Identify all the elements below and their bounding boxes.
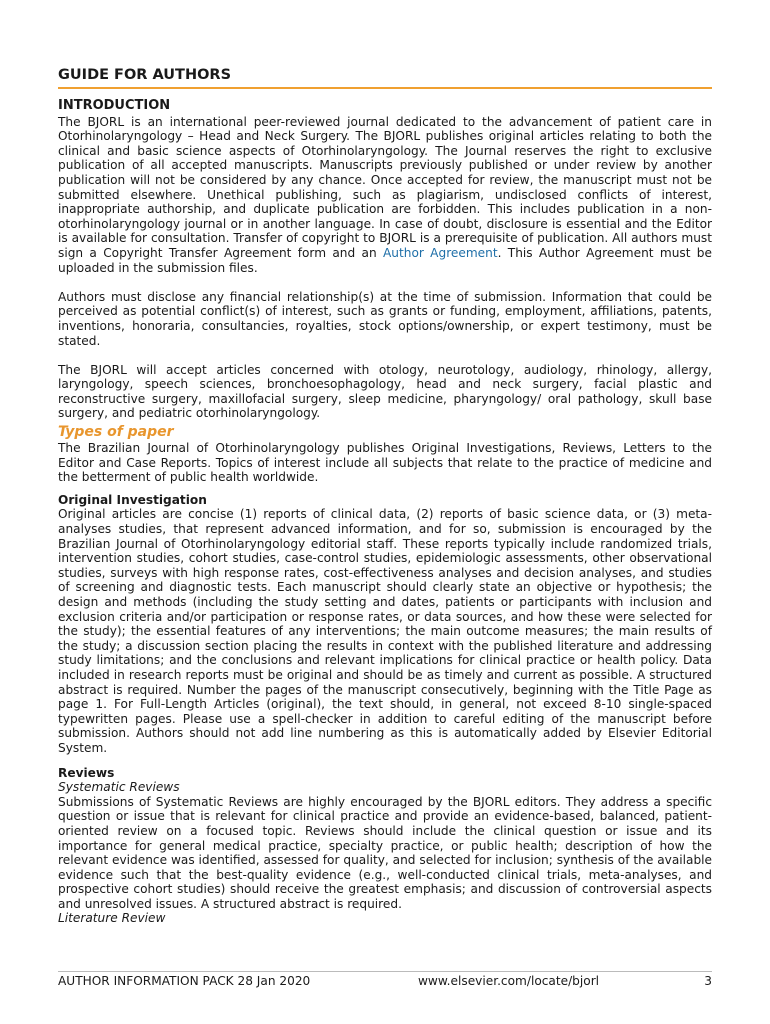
types-of-paper-text: The Brazilian Journal of Otorhinolaryngology publishes Original Investigations, Reviews, Letters to the Editor and Case Reports. Topics of interest include all subjects that relate to the practice of medicine and the betterment of public health worldwide. bbox=[58, 441, 712, 485]
intro-text-a: The BJORL is an international peer-reviewed journal dedicated to the advancement of patient care in Otorhinolaryngology – Head and Neck Surgery. The BJORL publishes original articles relating to both the clinical and basic science aspects of Otorhinolaryngology. The Journal reserves the right to exclusive publication of all accepted manuscripts. Manuscripts previously published or under review by another publication will not be considered by any chance. Once accepted for review, the manuscript must not be submitted elsewhere. Unethical publishing, such as plagiarism, undisclosed conflicts of interest, inappropriate authorship, and duplicate publication are forbidden. This includes publication in a non-otorhinolaryngology journal or in another language. In case of doubt, disclosure is essential and the Editor is available for consultation. Transfer of copyright to BJORL is a prerequisite of publication. All authors must sign a Copyright Transfer Agreement form and an bbox=[58, 114, 712, 260]
types-of-paper-heading: Types of paper bbox=[58, 424, 174, 441]
literature-review-heading: Literature Review bbox=[58, 911, 166, 926]
footer-pack-date: AUTHOR INFORMATION PACK 28 Jan 2020 bbox=[58, 974, 311, 988]
introduction-paragraph-2: Authors must disclose any financial relationship(s) at the time of submission. Information that could be perceived as potential conflict(s) of interest, such as grants or funding, employment, affiliations, patents, inventions, honoraria, consultancies, royalties, stock options/ownership, or expert testimony, must be stated. bbox=[58, 289, 712, 348]
introduction-paragraph-1 bbox=[58, 115, 712, 276]
original-investigation-heading: Original Investigation bbox=[58, 492, 207, 507]
systematic-reviews-text: Submissions of Systematic Reviews are highly encouraged by the BJORL editors. They address a specific question or issue that is relevant for clinical practice and provide an evidence-based, balanced, patient-oriented review on a focused topic. Reviews should include the clinical question or issue and its importance for general medical practice, specialty practice, or public health; description of how the relevant evidence was identified, assessed for quality, and selected for inclusion; synthesis of the available evidence such that the best-quality evidence (e.g., well-conducted clinical trials, meta-analyses, and prospective cohort studies) should receive the greatest emphasis; and discussion of controversial aspects and unresolved issues. A structured abstract is required. bbox=[58, 794, 712, 911]
introduction-heading: INTRODUCTION bbox=[58, 98, 171, 113]
document-body bbox=[58, 99, 712, 926]
intro-text-b: . This Author Agreement must be uploaded in the submission files. bbox=[58, 245, 712, 275]
introduction-paragraph-3: The BJORL will accept articles concerned with otology, neurotology, audiology, rhinology, allergy, laryngology, speech sciences, bronchoesophagology, head and neck surgery, facial plastic and reconstructive surgery, maxillofacial surgery, sleep medicine, pharyngology/ oral pathology, skull base surgery, and pediatric otorhinolaryngology. bbox=[58, 362, 712, 421]
author-agreement-link[interactable]: Author Agreement bbox=[382, 245, 498, 260]
page-title: GUIDE FOR AUTHORS bbox=[58, 67, 712, 89]
footer-page-number: 3 bbox=[704, 974, 712, 988]
reviews-heading: Reviews bbox=[58, 765, 115, 780]
page-footer bbox=[58, 971, 712, 989]
systematic-reviews-heading: Systematic Reviews bbox=[58, 780, 180, 795]
original-investigation-text: Original articles are concise (1) reports of clinical data, (2) reports of basic science data, or (3) meta-analyses studies, that represent advanced information, and for so, submission is encouraged by the Brazilian Journal of Otorhinolaryngology editorial staff. These reports typically include randomized trials, intervention studies, cohort studies, case-control studies, epidemiologic assessments, other observational studies, surveys with high response rates, cost-effectiveness analyses and decision analyses, and studies of screening and diagnostic tests. Each manuscript should clearly state an objective or hypothesis; the design and methods (including the study setting and dates, patients or participants with inclusion and exclusion criteria and/or participation or response rates, or data sources, and how these were selected for the study); the essential features of any interventions; the main outcome measures; the main results of the study; a discussion section placing the results in context with the published literature and addressing study limitations; and the conclusions and relevant implications for clinical practice or health policy. Data included in research reports must be original and should be as timely and current as possible. A structured abstract is required. Number the pages of the manuscript consecutively, beginning with the Title Page as page 1. For Full-Length Articles (original), the text should, in general, not exceed 8-10 single-spaced typewritten pages. Please use a spell-checker in addition to careful editing of the manuscript before submission. Authors should not add line numbering as this is automatically added by Elsevier Editorial System. bbox=[58, 507, 712, 755]
footer-url[interactable]: www.elsevier.com/locate/bjorl bbox=[418, 974, 600, 988]
